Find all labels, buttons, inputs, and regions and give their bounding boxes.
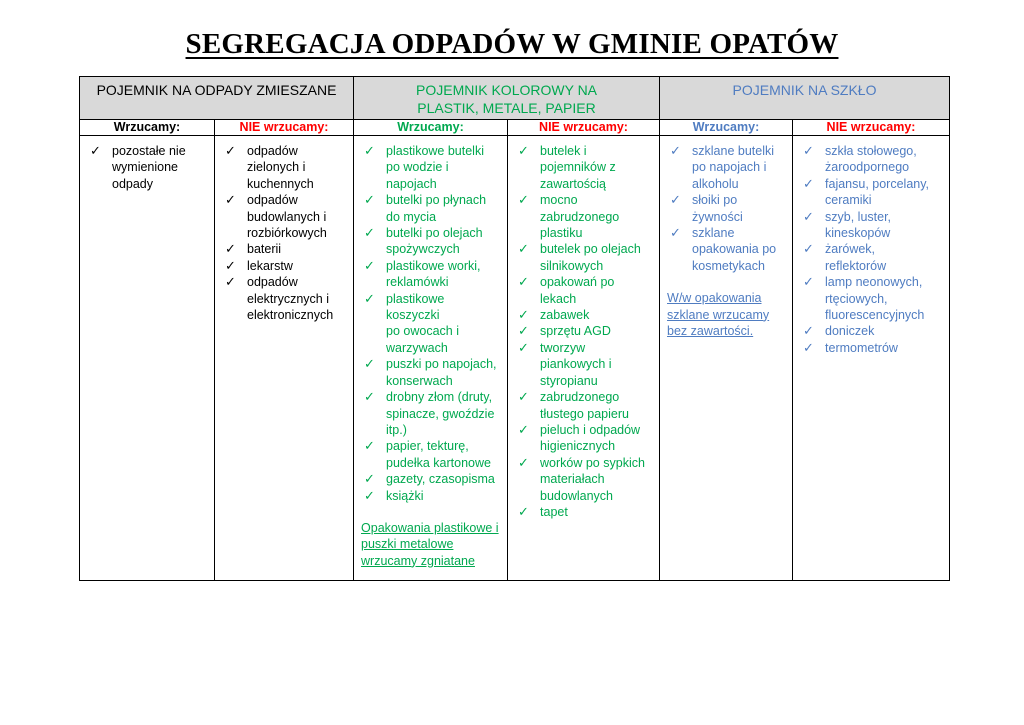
checkmark-icon: ✓ bbox=[518, 143, 529, 158]
list-item bbox=[364, 471, 501, 487]
list-item-text: zabrudzonego bbox=[540, 209, 620, 224]
checkmark-icon: ✓ bbox=[518, 307, 529, 323]
checkmark-icon: ✓ bbox=[518, 503, 529, 519]
color-no-label: NIE wrzucamy: bbox=[508, 120, 660, 136]
list-item-text: ceramiki bbox=[825, 193, 872, 208]
checkmark-icon: ✓ bbox=[225, 274, 236, 290]
list-item-text: elektrycznych i bbox=[247, 291, 329, 306]
list-item-text: lekarstw bbox=[247, 258, 293, 273]
list-item-text: żaroodpornego bbox=[825, 160, 910, 175]
list-item bbox=[364, 225, 501, 258]
checkmark-icon: ✓ bbox=[364, 487, 375, 503]
note-text: W/w opakowania bbox=[667, 291, 762, 306]
checkmark-icon: ✓ bbox=[518, 389, 529, 405]
checkmark-icon: ✓ bbox=[364, 143, 375, 158]
list-item-text: szklane bbox=[692, 226, 735, 241]
list-item bbox=[225, 241, 347, 257]
list-item-text: konserwach bbox=[386, 373, 453, 388]
checkmark-icon: ✓ bbox=[225, 143, 236, 158]
list-item-text: worków po sypkich bbox=[540, 455, 645, 470]
list-item-text: gazety, czasopisma bbox=[386, 472, 495, 487]
list-item bbox=[518, 241, 653, 274]
header-color-bin bbox=[354, 77, 660, 120]
list-item bbox=[518, 389, 653, 422]
mixed-yes-label: Wrzucamy: bbox=[80, 120, 215, 136]
list-item-text: piankowych i bbox=[540, 357, 612, 372]
list-item-text: budowlanych i bbox=[247, 209, 327, 224]
checkmark-icon: ✓ bbox=[670, 192, 681, 208]
list-item-text: odpadów bbox=[247, 144, 298, 158]
mixed-no-list bbox=[215, 136, 354, 581]
list-item bbox=[364, 487, 501, 504]
list-item-text: butelek i bbox=[540, 144, 587, 158]
checkmark-icon: ✓ bbox=[803, 274, 814, 290]
list-item-text: silnikowych bbox=[540, 258, 604, 273]
list-item bbox=[518, 339, 653, 389]
list-item bbox=[518, 143, 653, 192]
checkmark-icon: ✓ bbox=[518, 339, 529, 355]
checkmark-icon: ✓ bbox=[364, 192, 375, 208]
list-item-text: spinacze, gwoździe bbox=[386, 406, 495, 421]
list-item-text: papier, tekturę, bbox=[386, 439, 469, 454]
checkmark-icon: ✓ bbox=[803, 323, 814, 339]
list-item bbox=[518, 307, 653, 323]
list-item-text: mocno bbox=[540, 193, 578, 208]
list-item-text: słoiki po bbox=[692, 193, 738, 208]
list-item bbox=[803, 274, 943, 323]
checkmark-icon: ✓ bbox=[518, 241, 529, 257]
list-item-text: puszki po napojach, bbox=[386, 357, 497, 372]
list-item-text: napojach bbox=[386, 176, 437, 191]
checkmark-icon: ✓ bbox=[364, 389, 375, 405]
list-item bbox=[803, 143, 943, 176]
list-item-text: fajansu, porcelany, bbox=[825, 176, 930, 191]
list-item-text: butelki po olejach bbox=[386, 226, 483, 241]
list-item-text: pojemników z bbox=[540, 160, 616, 175]
note-text: bez zawartości. bbox=[667, 324, 754, 339]
list-item-text: styropianu bbox=[540, 373, 598, 388]
list-item bbox=[225, 257, 347, 274]
list-item bbox=[225, 143, 347, 192]
list-item-text: opakowania po bbox=[692, 242, 777, 257]
list-item-text: termometrów bbox=[825, 340, 898, 355]
list-item bbox=[518, 503, 653, 520]
checkmark-icon: ✓ bbox=[803, 339, 814, 355]
checkmark-icon: ✓ bbox=[803, 208, 814, 224]
list-item-text: żarówek, bbox=[825, 242, 876, 257]
list-item-text: szkła stołowego, bbox=[825, 144, 917, 158]
list-item-text: butelek po olejach bbox=[540, 242, 641, 257]
list-item bbox=[518, 454, 653, 504]
list-item-text: rtęciowych, bbox=[825, 291, 888, 306]
mixed-yes-list bbox=[80, 136, 215, 581]
list-item bbox=[670, 225, 786, 274]
list-item-text: tapet bbox=[540, 504, 568, 519]
list-item bbox=[364, 257, 501, 291]
list-item-text: kineskopów bbox=[825, 226, 891, 241]
list-item bbox=[225, 192, 347, 241]
list-item-text: reflektorów bbox=[825, 258, 887, 273]
list-item-text: opakowań po bbox=[540, 275, 615, 290]
list-item-text: alkoholu bbox=[692, 176, 739, 191]
list-item bbox=[803, 339, 943, 356]
checkmark-icon: ✓ bbox=[670, 143, 681, 158]
list-item bbox=[518, 323, 653, 339]
note-text: szklane wrzucamy bbox=[667, 307, 770, 322]
checkmark-icon: ✓ bbox=[90, 143, 101, 158]
color-bin-note bbox=[354, 520, 507, 569]
list-item-text: budowlanych bbox=[540, 488, 613, 503]
list-item-text: rozbiórkowych bbox=[247, 226, 327, 241]
list-item-text: po napojach i bbox=[692, 160, 767, 175]
list-item-text: warzywach bbox=[386, 340, 448, 355]
list-item-text: materiałach bbox=[540, 472, 605, 487]
content-row bbox=[80, 136, 950, 581]
glass-yes-list bbox=[660, 136, 793, 581]
checkmark-icon: ✓ bbox=[364, 257, 375, 273]
list-item-text: baterii bbox=[247, 242, 282, 257]
list-item bbox=[670, 192, 786, 225]
list-item-text: pieluch i odpadów bbox=[540, 422, 641, 437]
list-item bbox=[670, 143, 786, 192]
color-yes-list bbox=[354, 136, 508, 581]
list-item-text: lekach bbox=[540, 291, 577, 306]
list-item-text: elektronicznych bbox=[247, 308, 334, 323]
checkmark-icon: ✓ bbox=[225, 257, 236, 273]
list-item-text: plastikowe worki, bbox=[386, 258, 481, 273]
list-item-text: sprzętu AGD bbox=[540, 324, 611, 339]
checkmark-icon: ✓ bbox=[364, 290, 375, 306]
note-text: Opakowania plastikowe i bbox=[361, 520, 499, 535]
list-item-text: tłustego papieru bbox=[540, 406, 629, 421]
list-item-text: plastikowe butelki bbox=[386, 144, 484, 158]
list-item bbox=[364, 389, 501, 438]
list-item-text: plastikowe koszyczki bbox=[386, 291, 445, 323]
checkmark-icon: ✓ bbox=[803, 175, 814, 191]
list-item-text: zabrudzonego bbox=[540, 390, 620, 405]
list-item bbox=[803, 241, 943, 274]
list-item bbox=[364, 290, 501, 357]
color-yes-label: Wrzucamy: bbox=[354, 120, 508, 136]
glass-no-list bbox=[793, 136, 950, 581]
checkmark-icon: ✓ bbox=[518, 454, 529, 470]
list-item bbox=[90, 143, 208, 192]
checkmark-icon: ✓ bbox=[803, 143, 814, 158]
checkmark-icon: ✓ bbox=[518, 192, 529, 208]
checkmark-icon: ✓ bbox=[364, 225, 375, 241]
list-item-text: higienicznych bbox=[540, 439, 616, 454]
list-item-text: pozostałe nie bbox=[112, 144, 186, 158]
glass-bin-note bbox=[660, 290, 792, 339]
list-item bbox=[803, 323, 943, 339]
checkmark-icon: ✓ bbox=[364, 356, 375, 372]
checkmark-icon: ✓ bbox=[803, 241, 814, 257]
list-item-text: pudełka kartonowe bbox=[386, 455, 491, 470]
note-text: wrzucamy zgniatane bbox=[361, 553, 475, 568]
list-item bbox=[364, 143, 501, 192]
list-item bbox=[364, 438, 501, 471]
list-item-text: butelki po płynach bbox=[386, 193, 487, 208]
list-item-text: zabawek bbox=[540, 308, 590, 323]
checkmark-icon: ✓ bbox=[225, 192, 236, 208]
list-item-text: tworzyw bbox=[540, 340, 586, 355]
header-text: PLASTIK, METALE, PAPIER bbox=[417, 100, 596, 116]
list-item bbox=[803, 208, 943, 242]
list-item bbox=[803, 175, 943, 209]
subheader-row bbox=[80, 120, 950, 136]
header-mixed-bin bbox=[80, 77, 354, 120]
header-text: POJEMNIK NA ODPADY ZMIESZANE bbox=[96, 82, 337, 98]
list-item-text: drobny złom (druty, bbox=[386, 390, 493, 405]
list-item-text: reklamówki bbox=[386, 275, 449, 290]
list-item bbox=[364, 356, 501, 389]
list-item-text: kosmetykach bbox=[692, 258, 765, 273]
list-item-text: po wodzie i bbox=[386, 160, 449, 175]
checkmark-icon: ✓ bbox=[518, 274, 529, 290]
color-no-list bbox=[508, 136, 660, 581]
list-item-text: spożywczych bbox=[386, 242, 460, 257]
list-item-text: zawartością bbox=[540, 176, 607, 191]
list-item-text: książki bbox=[386, 488, 424, 503]
header-text: POJEMNIK NA SZKŁO bbox=[732, 82, 877, 98]
list-item bbox=[518, 274, 653, 307]
checkmark-icon: ✓ bbox=[518, 323, 529, 339]
list-item-text: kuchennych bbox=[247, 176, 314, 191]
header-glass-bin bbox=[660, 77, 950, 120]
list-item-text: szklane butelki bbox=[692, 144, 775, 158]
checkmark-icon: ✓ bbox=[670, 225, 681, 241]
list-item-text: doniczek bbox=[825, 324, 875, 339]
checkmark-icon: ✓ bbox=[518, 421, 529, 437]
page-title: SEGREGACJA ODPADÓW W GMINIE OPATÓW bbox=[185, 28, 839, 60]
list-item-text: fluorescencyjnych bbox=[825, 308, 925, 323]
list-item bbox=[518, 192, 653, 241]
list-item bbox=[364, 192, 501, 225]
list-item-text: odpadów bbox=[247, 275, 298, 290]
list-item-text: zielonych i bbox=[247, 160, 306, 175]
glass-yes-label: Wrzucamy: bbox=[660, 120, 793, 136]
list-item-text: żywności bbox=[692, 209, 743, 224]
list-item-text: lamp neonowych, bbox=[825, 275, 923, 290]
mixed-no-label: NIE wrzucamy: bbox=[215, 120, 354, 136]
list-item bbox=[518, 421, 653, 455]
checkmark-icon: ✓ bbox=[364, 438, 375, 454]
checkmark-icon: ✓ bbox=[225, 241, 236, 257]
header-row bbox=[80, 77, 950, 120]
segregation-table bbox=[79, 76, 950, 581]
list-item bbox=[225, 274, 347, 323]
list-item-text: wymienione bbox=[112, 160, 179, 175]
list-item-text: plastiku bbox=[540, 226, 583, 241]
list-item-text: odpadów bbox=[247, 193, 298, 208]
checkmark-icon: ✓ bbox=[364, 471, 375, 487]
list-item-text: odpady bbox=[112, 176, 154, 191]
header-text: POJEMNIK KOLOROWY NA bbox=[416, 82, 598, 98]
list-item-text: do mycia bbox=[386, 209, 437, 224]
glass-no-label: NIE wrzucamy: bbox=[793, 120, 950, 136]
note-text: puszki metalowe bbox=[361, 537, 454, 552]
list-item-text: itp.) bbox=[386, 422, 407, 437]
list-item-text: po owocach i bbox=[386, 324, 459, 339]
list-item-text: szyb, luster, bbox=[825, 209, 892, 224]
